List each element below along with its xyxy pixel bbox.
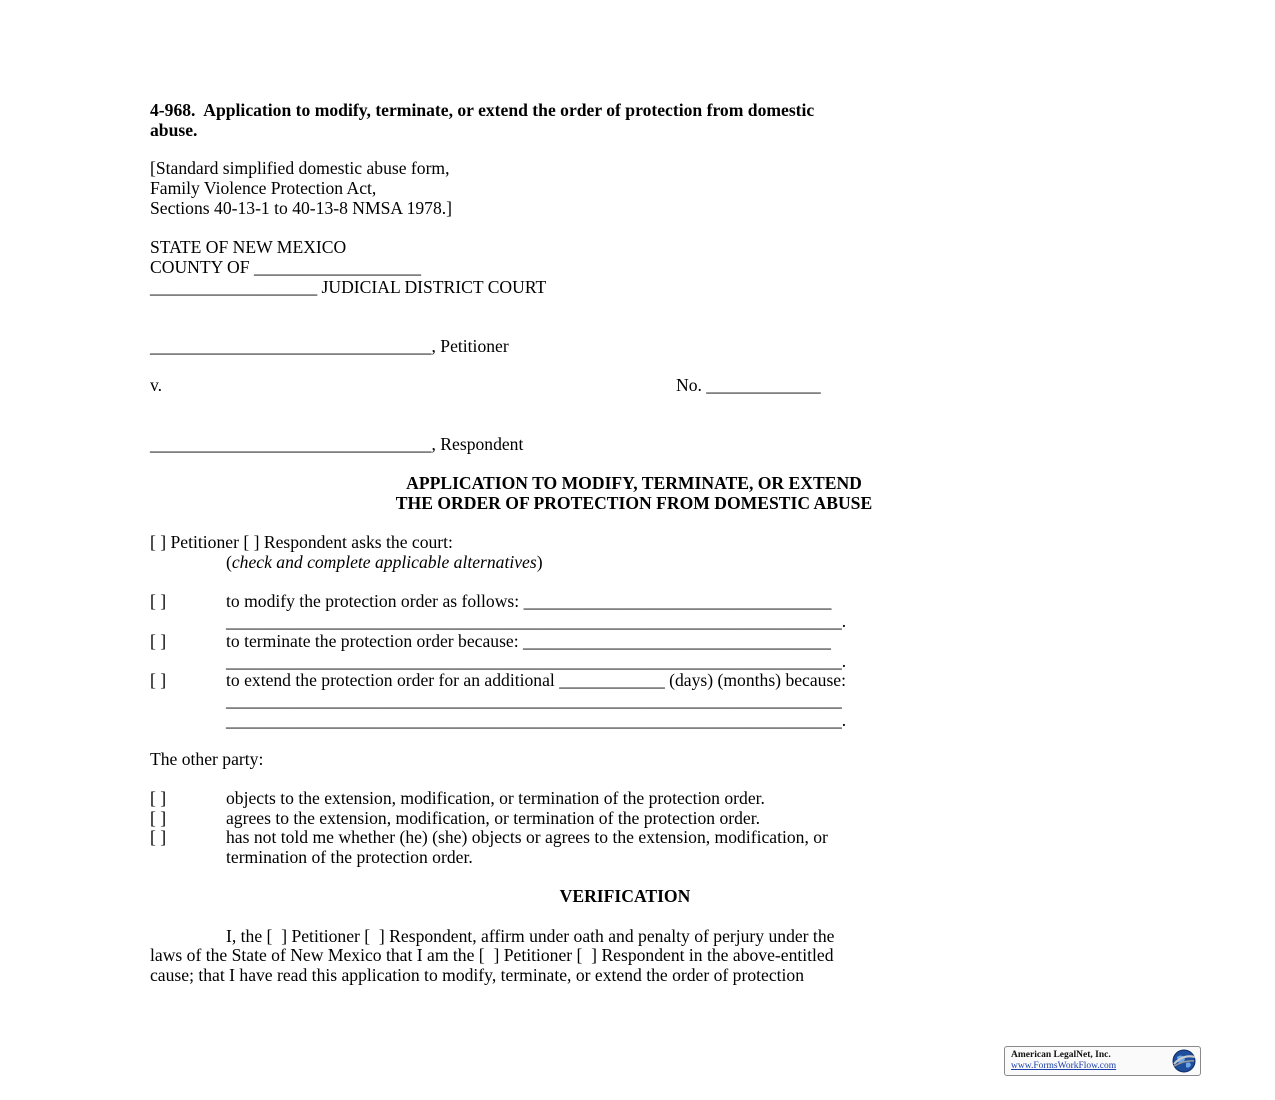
not-told-option-text: has not told me whether (he) (she) objects or agrees to the extension, modification, or [226, 827, 828, 847]
verification-line1: I, the [ ] Petitioner [ ] Respondent, affirm under oath and penalty of perjury under the [226, 926, 835, 946]
terminate-checkbox: [ ] [150, 631, 167, 651]
modify-option-text: to modify the protection order as follows: ___________________________________ [226, 591, 832, 611]
terminate-option-text: to terminate the protection order because: ___________________________________ [226, 631, 831, 651]
verification-heading: VERIFICATION [559, 886, 691, 906]
verification-line3: cause; that I have read this application to modify, terminate, or extend the order of protection [150, 965, 804, 985]
form-note-line3: Sections 40-13-1 to 40-13-8 NMSA 1978.] [150, 198, 453, 218]
logo-url-link[interactable]: www.FormsWorkFlow.com [1011, 1061, 1117, 1071]
extend-option-line2: ______________________________________________________________________. [226, 710, 847, 730]
agrees-checkbox: [ ] [150, 808, 167, 828]
other-party-label: The other party: [150, 749, 264, 769]
not-told-checkbox: [ ] [150, 827, 167, 847]
caption-versus: v. [150, 375, 163, 395]
extend-option-text: to extend the protection order for an additional ____________ (days) (months) because: [226, 670, 847, 690]
request-instruction: (check and complete applicable alternatives) [226, 552, 543, 572]
objects-checkbox: [ ] [150, 788, 167, 808]
american-legalnet-logo[interactable] [1004, 1046, 1201, 1076]
caption-respondent: ________________________________, Respondent [150, 434, 524, 454]
caption-case-number: No. _____________ [676, 375, 821, 395]
not-told-option-cont: termination of the protection order. [226, 847, 473, 867]
court-state: STATE OF NEW MEXICO [150, 237, 347, 257]
verification-line2: laws of the State of New Mexico that I am the [ ] Petitioner [ ] Respondent in the above-entitled [150, 945, 834, 965]
modify-option-line: ______________________________________________________________________. [226, 611, 847, 631]
extend-option-line1: ______________________________________________________________________ [226, 690, 842, 710]
agrees-option-text: agrees to the extension, modification, or termination of the protection order. [226, 808, 761, 828]
objects-option-text: objects to the extension, modification, or termination of the protection order. [226, 788, 765, 808]
rule-heading-line2: abuse. [150, 120, 198, 140]
terminate-option-line: ______________________________________________________________________. [226, 651, 847, 671]
logo-company-name: American LegalNet, Inc. [1011, 1050, 1111, 1060]
document-title-line2: THE ORDER OF PROTECTION FROM DOMESTIC ABUSE [395, 493, 873, 513]
court-district: ___________________ JUDICIAL DISTRICT COURT [150, 277, 547, 297]
extend-checkbox: [ ] [150, 670, 167, 690]
form-note-line1: [Standard simplified domestic abuse form, [150, 158, 450, 178]
rule-heading-line1: 4-968. Application to modify, terminate, or extend the order of protection from domestic [150, 100, 815, 120]
request-intro: [ ] Petitioner [ ] Respondent asks the court: [150, 532, 453, 552]
modify-checkbox: [ ] [150, 591, 167, 611]
form-note-line2: Family Violence Protection Act, [150, 178, 377, 198]
court-county: COUNTY OF ___________________ [150, 257, 422, 277]
document-title-line1: APPLICATION TO MODIFY, TERMINATE, OR EXTEND [406, 473, 862, 493]
caption-petitioner: ________________________________, Petitioner [150, 336, 509, 356]
globe-icon [1171, 1048, 1197, 1074]
